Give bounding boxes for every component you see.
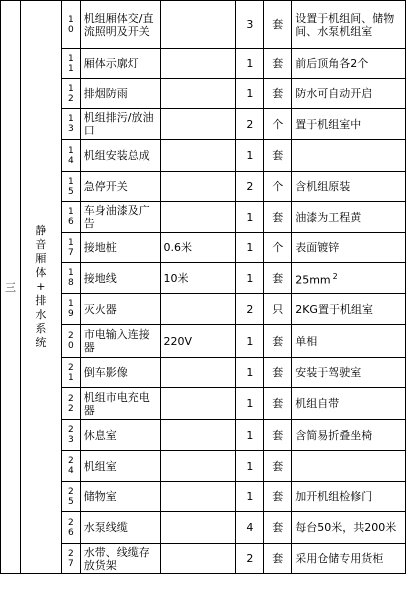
row-number-cell	[61, 233, 80, 263]
row-number-cell	[61, 49, 80, 79]
item-name-text: 休息室	[83, 428, 117, 442]
row-number: 2 2	[67, 393, 74, 414]
item-qty-text: 1	[246, 397, 254, 410]
row-number-cell	[61, 172, 80, 202]
item-qty-cell	[236, 233, 264, 263]
table-row	[1, 482, 406, 512]
item-name-cell	[80, 294, 160, 325]
item-unit-cell	[264, 482, 292, 512]
item-unit-cell	[264, 294, 292, 325]
item-unit-cell	[264, 544, 292, 574]
item-qty-text: 2	[246, 117, 254, 131]
item-name-cell	[80, 482, 160, 512]
row-number: 2 4	[67, 456, 74, 476]
item-remark-text: 25mm	[295, 273, 331, 287]
table-row	[1, 358, 406, 388]
table-row	[1, 294, 406, 325]
item-unit-cell	[264, 325, 292, 358]
item-remark-cell	[292, 172, 406, 202]
item-name-cell	[80, 233, 160, 263]
row-number-cell	[61, 388, 80, 420]
section-category-cell	[20, 1, 61, 574]
item-name-text: 机组安装总成	[83, 149, 150, 162]
item-spec-cell	[160, 388, 236, 420]
item-qty-text: 1	[246, 210, 254, 224]
item-name-cell	[80, 358, 160, 388]
item-name-text: 急停开关	[83, 180, 128, 193]
item-unit-cell	[264, 233, 292, 263]
row-number-cell	[61, 109, 80, 140]
row-number: 1 1	[67, 53, 74, 74]
item-qty-cell	[236, 420, 264, 451]
item-unit-cell	[264, 49, 292, 79]
item-unit-cell	[264, 172, 292, 202]
item-qty-cell	[236, 325, 264, 358]
item-name-cell	[80, 512, 160, 544]
table-row	[1, 233, 406, 263]
item-unit-text: 只	[272, 302, 284, 316]
item-spec-cell	[160, 109, 236, 140]
item-unit-text: 套	[272, 210, 284, 224]
item-name-cell	[80, 325, 160, 358]
item-qty-text: 3	[246, 18, 254, 31]
item-name-text: 接地桩	[83, 241, 117, 254]
item-unit-text: 套	[272, 366, 284, 379]
item-qty-text: 1	[246, 366, 254, 379]
item-unit-cell	[264, 420, 292, 451]
item-remark-cell	[292, 140, 406, 172]
item-name-cell	[80, 263, 160, 294]
item-remark-text: 油漆为工程黄	[295, 210, 362, 224]
remark-superscript: 2	[332, 271, 338, 281]
table-row	[1, 544, 406, 574]
item-name-text: 水泵线缆	[83, 521, 128, 534]
item-name-cell	[80, 451, 160, 482]
item-spec-cell	[160, 544, 236, 574]
item-qty-text: 2	[246, 552, 254, 565]
item-remark-text: 前后顶角各2个	[295, 57, 369, 70]
item-name-cell	[80, 388, 160, 420]
item-spec-cell	[160, 294, 236, 325]
item-remark-cell	[292, 233, 406, 263]
item-spec-cell	[160, 482, 236, 512]
row-number-cell	[61, 325, 80, 358]
item-remark-text: 表面镀锌	[295, 241, 340, 254]
item-remark-cell	[292, 263, 406, 294]
item-spec-text: 0.6米	[163, 241, 193, 254]
item-unit-text: 套	[272, 521, 284, 534]
item-qty-text: 1	[246, 87, 254, 100]
item-remark-cell	[292, 544, 406, 574]
item-qty-cell	[236, 79, 264, 109]
item-remark-text: 安装于驾驶室	[295, 366, 362, 379]
item-qty-cell	[236, 109, 264, 140]
item-remark-cell	[292, 512, 406, 544]
row-number: 2 3	[67, 425, 74, 445]
item-spec-cell	[160, 140, 236, 172]
item-qty-cell	[236, 512, 264, 544]
item-name-cell	[80, 544, 160, 574]
table-row	[1, 172, 406, 202]
item-name-cell	[80, 140, 160, 172]
item-name-text: 机组排污/放油口	[83, 111, 154, 137]
table-row	[1, 1, 406, 49]
section-seq-cell: 三	[1, 1, 21, 574]
item-remark-text: 设置于机组间、储物间、水泵机组室	[295, 11, 395, 38]
item-spec-text: 10米	[163, 271, 189, 285]
item-unit-text: 个	[272, 241, 284, 254]
row-number: 1 2	[67, 83, 74, 104]
row-number-cell	[61, 202, 80, 233]
table-row	[1, 109, 406, 140]
item-name-cell	[80, 420, 160, 451]
item-spec-cell	[160, 263, 236, 294]
item-qty-text: 1	[246, 57, 254, 70]
section-category-text: 静 音 厢 体 + 排 水 系 统	[35, 224, 47, 349]
item-spec-cell	[160, 325, 236, 358]
item-name-text: 厢体示廓灯	[83, 57, 139, 70]
item-remark-cell	[292, 294, 406, 325]
item-remark-text: 含机组原装	[295, 180, 351, 193]
item-unit-cell	[264, 358, 292, 388]
item-remark-cell	[292, 79, 406, 109]
item-remark-cell	[292, 451, 406, 482]
item-remark-cell	[292, 388, 406, 420]
item-qty-cell	[236, 451, 264, 482]
item-spec-cell	[160, 49, 236, 79]
item-remark-cell	[292, 482, 406, 512]
item-unit-text: 套	[272, 552, 284, 565]
row-number-cell	[61, 358, 80, 388]
row-number: 1 4	[67, 145, 74, 166]
item-remark-text: 单相	[295, 334, 318, 348]
row-number-cell	[61, 512, 80, 544]
item-remark-text: 防水可自动开启	[295, 87, 373, 100]
row-number-cell	[61, 263, 80, 294]
row-number: 1 7	[67, 237, 74, 258]
item-unit-text: 套	[272, 87, 284, 100]
table-row	[1, 202, 406, 233]
item-unit-cell	[264, 109, 292, 140]
item-remark-cell	[292, 1, 406, 49]
item-name-text: 接地线	[83, 271, 117, 285]
item-name-text: 储物室	[83, 490, 117, 503]
item-unit-text: 个	[272, 180, 284, 193]
item-unit-text: 个	[272, 117, 284, 131]
item-qty-cell	[236, 388, 264, 420]
item-unit-text: 套	[272, 490, 284, 503]
item-spec-cell	[160, 202, 236, 233]
item-unit-cell	[264, 263, 292, 294]
item-remark-text: 机组自带	[295, 397, 340, 410]
row-number: 2 0	[67, 331, 74, 351]
table-row	[1, 263, 406, 294]
item-name-cell	[80, 79, 160, 109]
row-number: 1 5	[67, 176, 74, 197]
item-spec-cell	[160, 172, 236, 202]
item-remark-cell	[292, 358, 406, 388]
table-row	[1, 451, 406, 482]
item-unit-cell	[264, 79, 292, 109]
item-qty-text: 2	[246, 302, 254, 316]
item-unit-text: 套	[272, 149, 284, 162]
item-name-cell	[80, 49, 160, 79]
item-unit-text: 套	[272, 57, 284, 70]
item-remark-text: 置于机组室中	[295, 117, 362, 131]
item-spec-cell	[160, 512, 236, 544]
row-number-cell	[61, 140, 80, 172]
item-qty-cell	[236, 482, 264, 512]
row-number-cell	[61, 544, 80, 574]
item-qty-text: 1	[246, 334, 254, 348]
item-spec-text: 220V	[163, 334, 193, 348]
item-qty-cell	[236, 202, 264, 233]
item-name-text: 排烟防雨	[83, 87, 128, 100]
item-spec-cell	[160, 1, 236, 49]
item-name-text: 倒车影像	[83, 366, 128, 379]
item-name-text: 市电输入连接器	[83, 328, 150, 354]
row-number: 1 6	[67, 207, 74, 227]
row-number: 2 5	[67, 486, 74, 507]
item-qty-cell	[236, 358, 264, 388]
item-spec-cell	[160, 420, 236, 451]
row-number: 1 0	[67, 14, 74, 35]
row-number: 2 6	[67, 517, 74, 538]
item-remark-text: 每台50米，共200米	[295, 521, 397, 534]
item-unit-text: 套	[272, 271, 284, 285]
item-name-text: 车身油漆及广告	[83, 204, 150, 230]
item-qty-cell	[236, 140, 264, 172]
row-number-cell	[61, 294, 80, 325]
table-row	[1, 325, 406, 358]
row-number-cell	[61, 482, 80, 512]
item-qty-text: 1	[246, 271, 254, 285]
item-spec-cell	[160, 358, 236, 388]
item-name-text: 水带、线缆存放货架	[83, 545, 150, 572]
item-unit-text: 套	[272, 18, 284, 31]
row-number-cell	[61, 79, 80, 109]
item-qty-text: 1	[246, 459, 254, 473]
item-remark-text: 采用仓储专用货柜	[295, 552, 384, 565]
item-unit-cell	[264, 202, 292, 233]
item-spec-cell	[160, 233, 236, 263]
item-unit-text: 套	[272, 459, 284, 473]
item-remark-cell	[292, 325, 406, 358]
item-qty-text: 4	[246, 521, 254, 534]
item-remark-text: 加开机组检修门	[295, 490, 373, 503]
item-qty-text: 1	[246, 490, 254, 503]
item-remark-text: 含简易折叠坐椅	[295, 428, 373, 442]
item-qty-cell	[236, 263, 264, 294]
item-name-text: 灭火器	[83, 302, 117, 316]
item-qty-cell	[236, 294, 264, 325]
item-remark-cell	[292, 109, 406, 140]
item-unit-cell	[264, 1, 292, 49]
table-row	[1, 140, 406, 172]
item-qty-cell	[236, 172, 264, 202]
row-number: 1 8	[67, 268, 74, 288]
item-remark-cell	[292, 202, 406, 233]
item-name-cell	[80, 172, 160, 202]
item-qty-text: 1	[246, 241, 254, 254]
item-remark-text: 2KG置于机组室	[295, 302, 373, 316]
row-number: 2 1	[67, 362, 74, 383]
item-unit-cell	[264, 512, 292, 544]
item-name-cell	[80, 109, 160, 140]
row-number-cell	[61, 420, 80, 451]
item-qty-text: 2	[246, 180, 254, 193]
row-number-cell	[61, 1, 80, 49]
item-unit-cell	[264, 451, 292, 482]
item-qty-cell	[236, 49, 264, 79]
item-name-text: 机组市电充电器	[83, 390, 150, 417]
item-unit-text: 套	[272, 397, 284, 410]
row-number-cell	[61, 451, 80, 482]
item-unit-cell	[264, 388, 292, 420]
item-name-cell	[80, 202, 160, 233]
item-spec-cell	[160, 451, 236, 482]
table-row	[1, 49, 406, 79]
row-number: 1 3	[67, 114, 74, 134]
item-name-text: 机组厢体交/直流照明及开关	[83, 11, 154, 38]
row-number: 1 9	[67, 299, 74, 319]
item-name-text: 机组室	[83, 459, 117, 473]
item-unit-text: 套	[272, 428, 284, 442]
item-qty-text: 1	[246, 149, 254, 162]
item-qty-cell	[236, 1, 264, 49]
table-row	[1, 420, 406, 451]
table-row	[1, 79, 406, 109]
table-row	[1, 388, 406, 420]
item-qty-text: 1	[246, 428, 254, 442]
table-row	[1, 512, 406, 544]
item-qty-cell	[236, 544, 264, 574]
item-unit-cell	[264, 140, 292, 172]
row-number: 2 7	[67, 548, 74, 569]
item-unit-text: 套	[272, 334, 284, 348]
item-spec-cell	[160, 79, 236, 109]
item-remark-cell	[292, 49, 406, 79]
item-name-cell	[80, 1, 160, 49]
item-remark-cell	[292, 420, 406, 451]
